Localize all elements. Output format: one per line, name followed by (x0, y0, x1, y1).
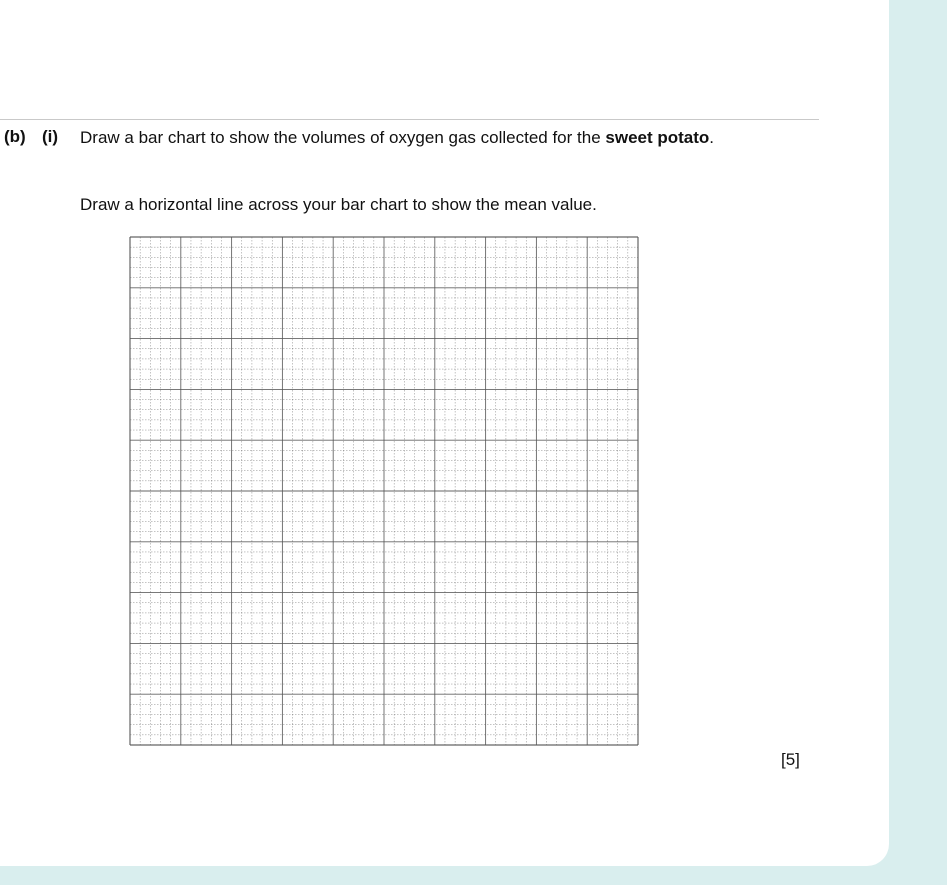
question-instruction: Draw a horizontal line across your bar chart to show the mean value. (80, 195, 597, 214)
question-text-bold: sweet potato (605, 128, 710, 147)
graph-paper-grid[interactable] (129, 236, 639, 746)
marks-allocation: [5] (781, 750, 800, 769)
question-text-start: Draw a bar chart to show the volumes of oxygen gas collected for the (80, 128, 606, 147)
section-divider (0, 119, 819, 120)
question-subpart-label: (i) (42, 127, 59, 146)
graph-paper-svg[interactable] (129, 236, 639, 746)
question-text (80, 127, 805, 149)
question-part-label: (b) (4, 127, 26, 146)
question-text-end: . (709, 128, 715, 147)
